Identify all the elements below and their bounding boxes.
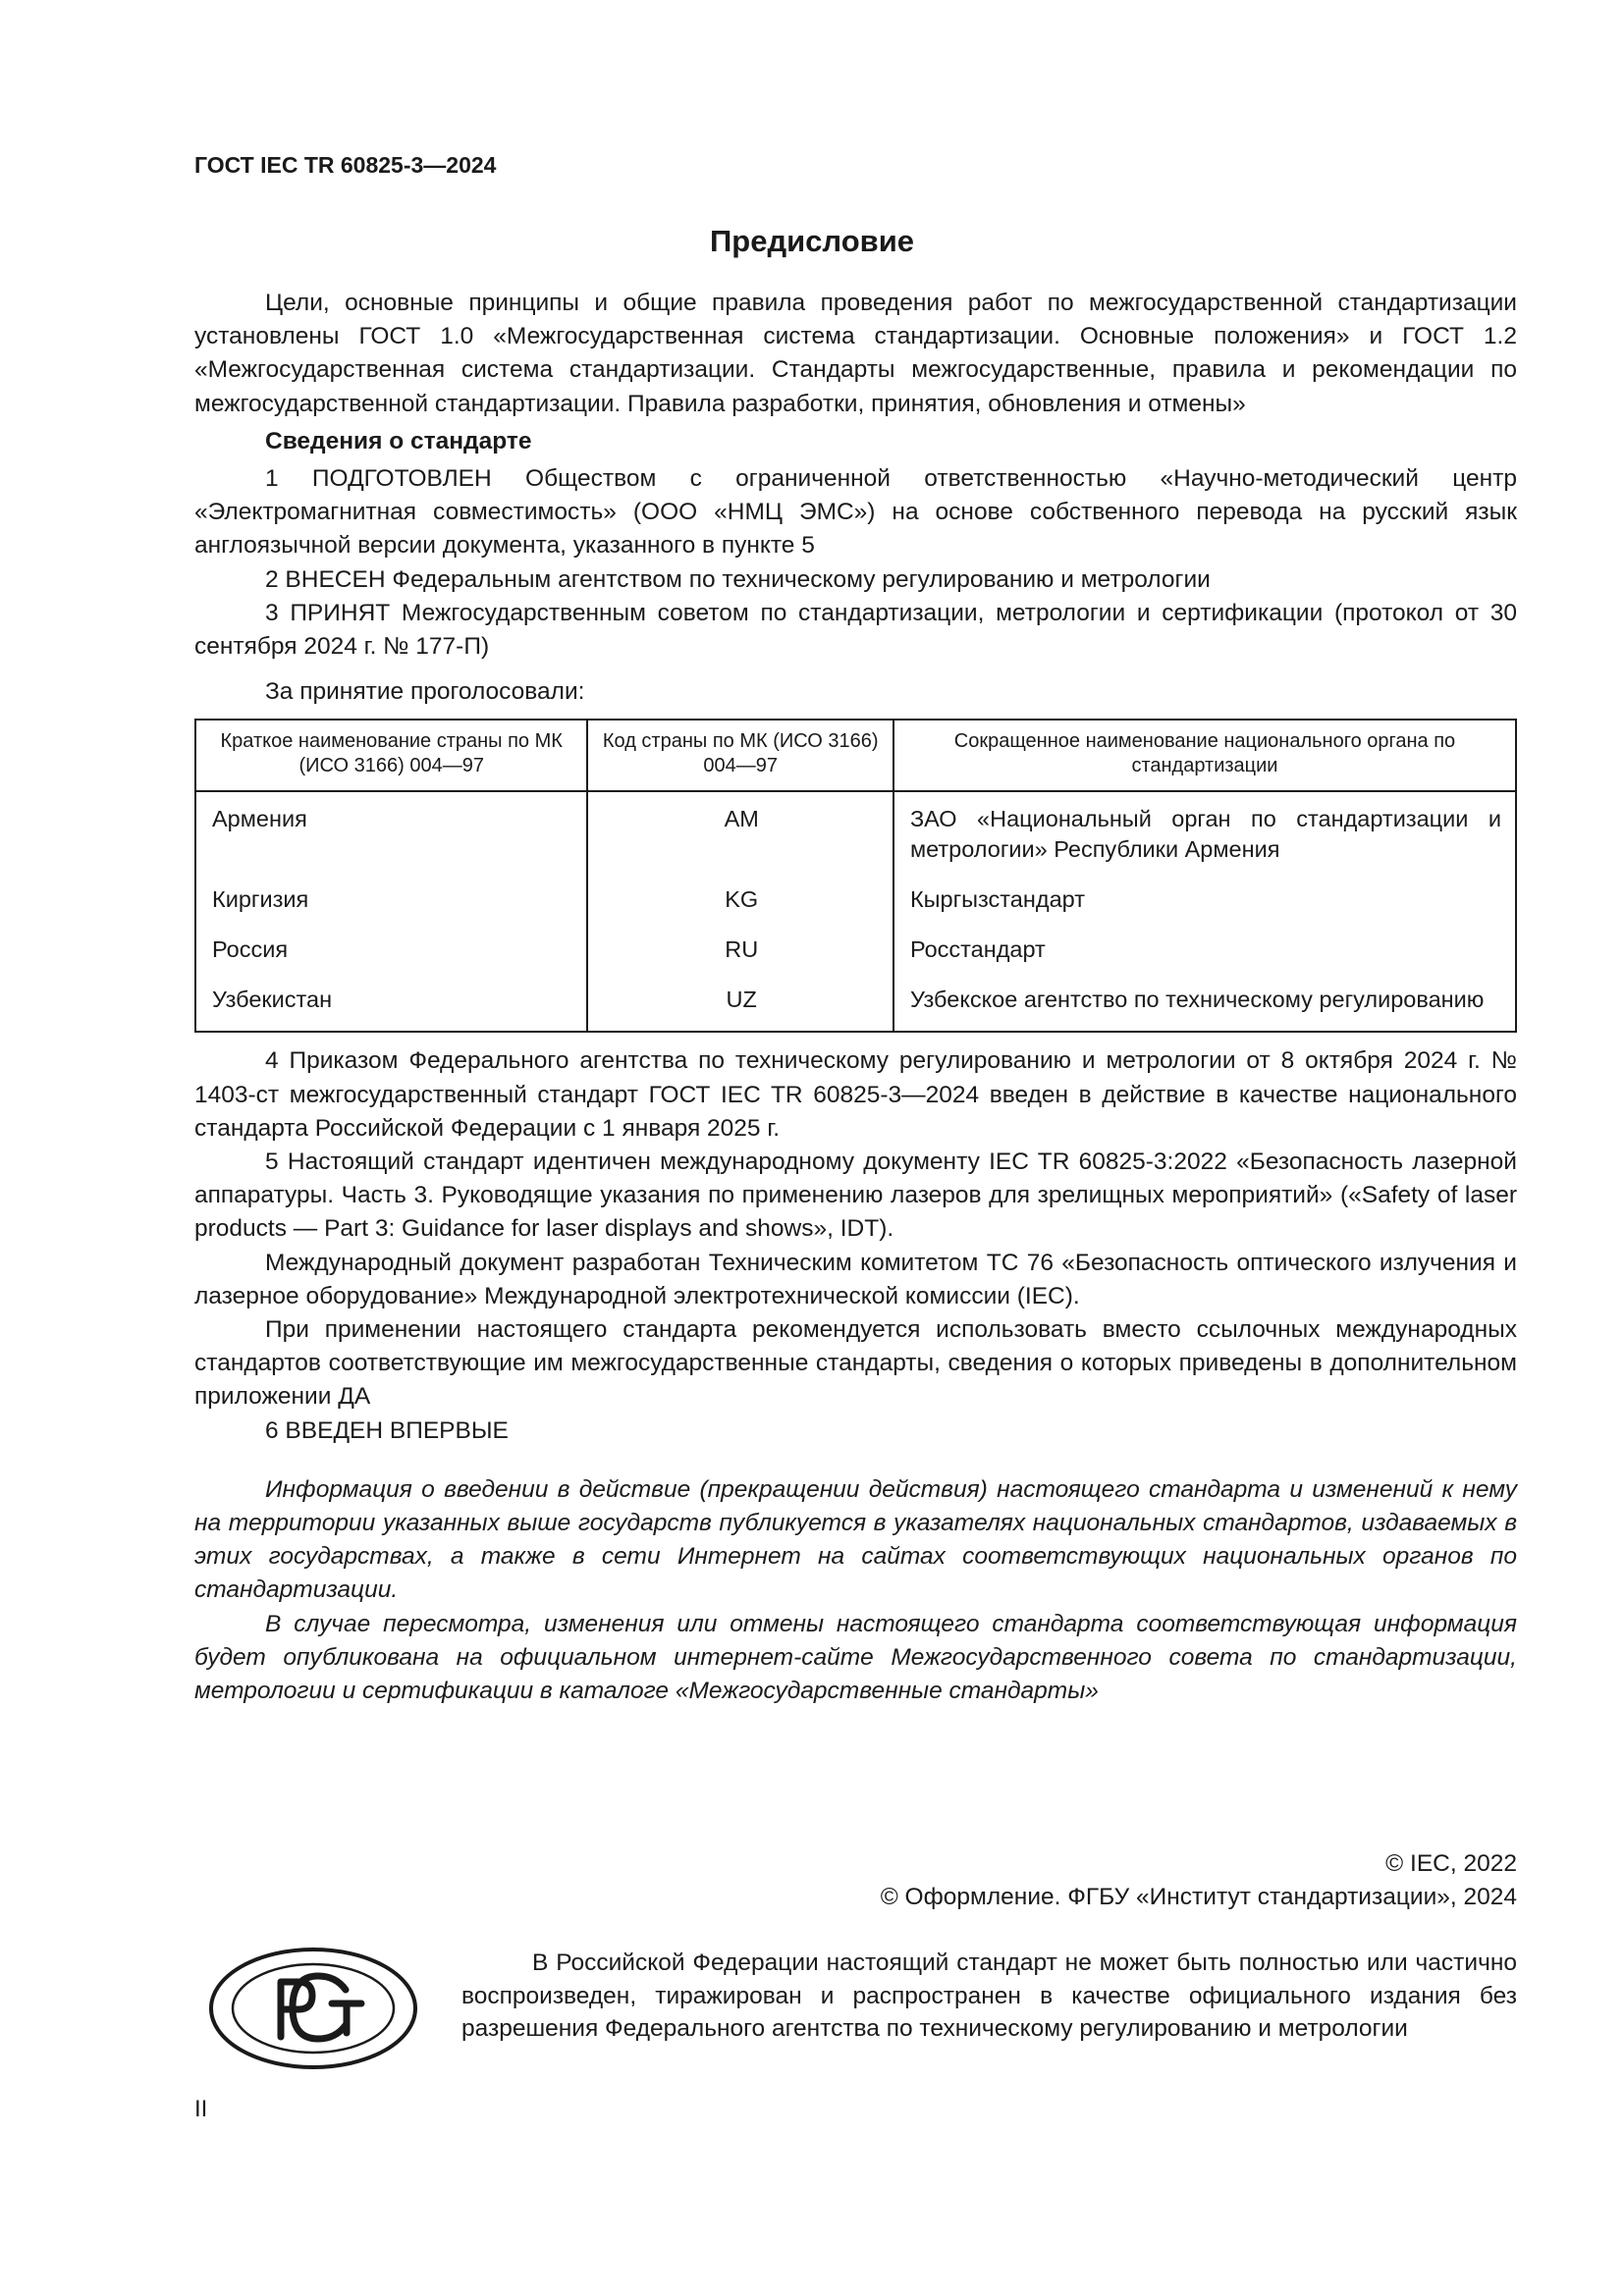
voted-label: За принятие проголосовали: <box>265 678 585 706</box>
table-row <box>195 881 1516 931</box>
body-cell: Росстандарт <box>893 931 1516 981</box>
country-cell: Узбекистан <box>195 981 587 1032</box>
item-first: 6 ВВЕДЕН ВПЕРВЫЕ <box>265 1416 509 1444</box>
item-order: 4 Приказом Федерального агентства по техническому регулированию и метрологии от 8 октября 2024 г. № 1403-ст межгосударственный стандарт ГОСТ IEC TR 60825-3—2024 введен в действие в качестве национального стандарта Российской Федерации с 1 января 2025 г. <box>194 1047 1517 1142</box>
table-header-row <box>195 720 1516 791</box>
italic-note-revision: В случае пересмотра, изменения или отмены настоящего стандарта соответствующая информация будет опубликована на официальном интернет-сайте Межгосударственного совета по стандартизации, метрологии и сертификации в каталоге «Межгосударственные стандарты» <box>194 1610 1517 1705</box>
code-cell: UZ <box>587 981 893 1032</box>
body-cell: Узбекское агентство по техническому регулированию <box>893 981 1516 1032</box>
code-cell: KG <box>587 881 893 931</box>
header-country: Краткое наименование страны по МК (ИСО 3166) 004—97 <box>195 720 587 791</box>
code-cell: RU <box>587 931 893 981</box>
copyright-notice: В Российской Федерации настоящий стандарт не может быть полностью или частично воспроизведен, тиражирован и распространен в качестве официального издания без разрешения Федерального агентства по техническому регулированию и метрологии <box>461 1949 1517 2043</box>
item-application: При применении настоящего стандарта рекомендуется использовать вместо ссылочных международных стандартов соответствующие им межгосударственные стандарты, сведения о которых приведены в дополнительном приложении ДА <box>194 1316 1517 1411</box>
foreword-body <box>194 287 1517 1708</box>
header-body: Сокращенное наименование национального органа по стандартизации <box>893 720 1516 791</box>
page-title: Предисловие <box>709 224 914 258</box>
country-cell: Армения <box>195 791 587 881</box>
body-cell: Кыргызстандарт <box>893 881 1516 931</box>
copyright-block <box>881 1847 1517 1914</box>
item-adopted: 3 ПРИНЯТ Межгосударственным советом по стандартизации, метрологии и сертификации (протокол от 30 сентября 2024 г. № 177-П) <box>194 599 1517 661</box>
standard-code: ГОСТ IEC TR 60825-3—2024 <box>194 152 497 178</box>
table-row <box>195 791 1516 881</box>
logo-outer-ellipse <box>211 1949 415 2067</box>
copyright-iec: © IEC, 2022 <box>1385 1850 1517 1877</box>
info-heading: Сведения о стандарте <box>265 427 532 454</box>
table-row <box>195 931 1516 981</box>
intro-paragraph: Цели, основные принципы и общие правила проведения работ по межгосударственной стандартизации установлены ГОСТ 1.0 «Межгосударственная система стандартизации. Основные положения» и ГОСТ 1.2 «Межгосударственная система стандартизации. Стандарты межгосударственные, правила и рекомендации по межгосударственной стандартизации. Правила разработки, принятия, обновления и отмены» <box>194 290 1517 417</box>
rst-certification-logo <box>208 1947 418 2070</box>
italic-note-info: Информация о введении в действие (прекращении действия) настоящего стандарта и изменений к нему на территории указанных выше государств публикуется в указателях национальных стандартов, издаваемых в этих государствах, а также в сети Интернет на сайтах соответствующих национальных органов по стандартизации. <box>194 1475 1517 1604</box>
copyright-design: © Оформление. ФГБУ «Институт стандартизации», 2024 <box>880 1884 1517 1910</box>
table-row <box>195 981 1516 1032</box>
item-developed: Международный документ разработан Техническим комитетом TC 76 «Безопасность оптического излучения и лазерное оборудование» Международной электротехнической комиссии (IEC). <box>194 1249 1517 1309</box>
item-introduced: 2 ВНЕСЕН Федеральным агентством по техническому регулированию и метрологии <box>265 565 1211 593</box>
code-cell: AM <box>587 791 893 881</box>
spacer <box>194 1448 1517 1473</box>
item-prepared: 1 ПОДГОТОВЛЕН Обществом с ограниченной ответственностью «Научно-методический центр «Электромагнитная совместимость» (ООО «НМЦ ЭМС») на основе собственного перевода на русский язык англоязычной версии документа, указанного в пункте 5 <box>194 465 1517 560</box>
logo-letter-t <box>332 2003 361 2033</box>
header-code: Код страны по МК (ИСО 3166) 004—97 <box>587 720 893 791</box>
voting-states-table <box>194 719 1517 1033</box>
page-number: II <box>194 2096 208 2122</box>
country-cell: Россия <box>195 931 587 981</box>
item-identical: 5 Настоящий стандарт идентичен международному документу IEC TR 60825-3:2022 «Безопасность лазерной аппаратуры. Часть 3. Руководящие указания по применению лазеров для зрелищных мероприятий» («Safety of laser products — Part 3: Guidance for laser displays and shows», IDT). <box>194 1148 1517 1243</box>
body-cell: ЗАО «Национальный орган по стандартизации и метрологии» Республики Армения <box>893 791 1516 881</box>
country-cell: Киргизия <box>195 881 587 931</box>
